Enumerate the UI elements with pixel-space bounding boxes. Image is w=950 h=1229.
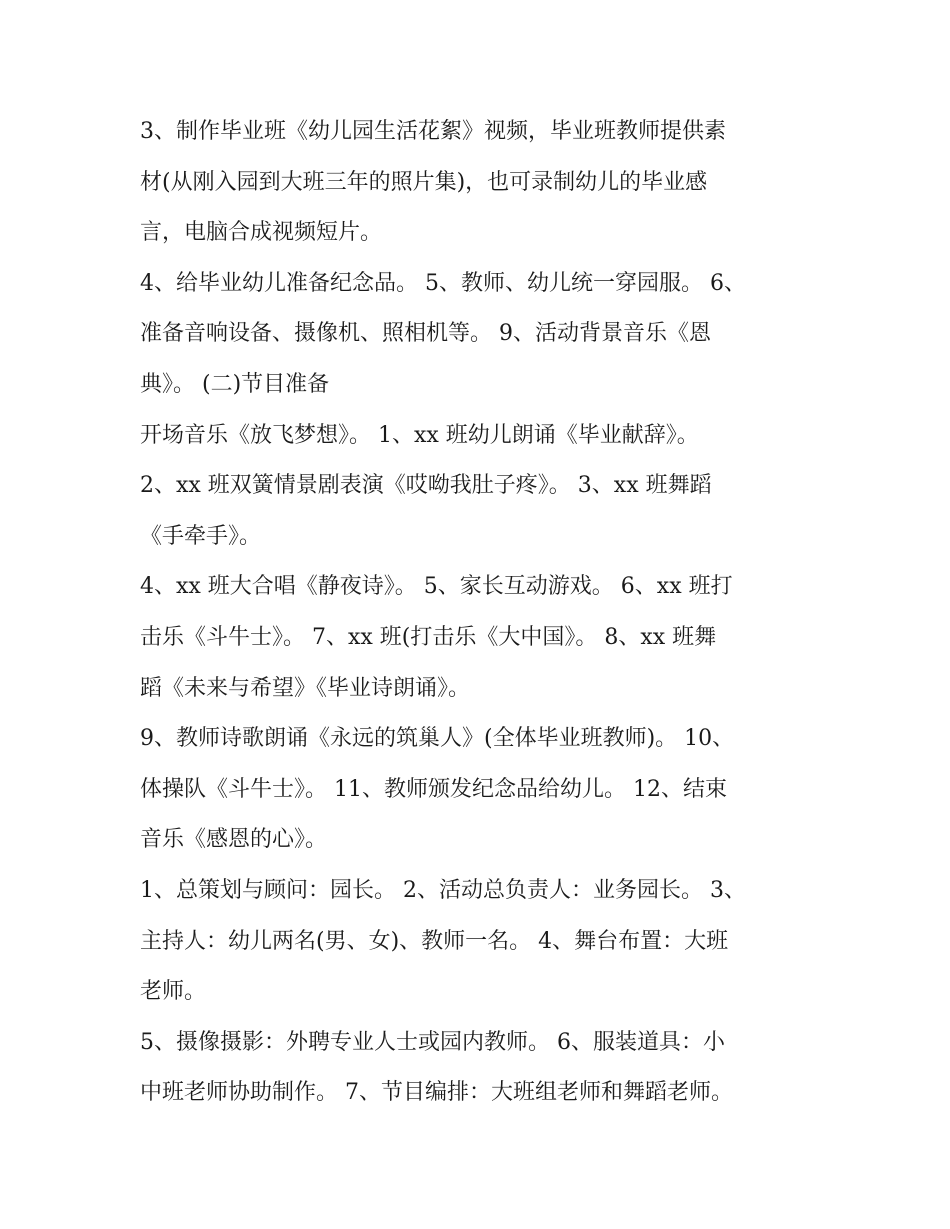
- text-line: 4、给毕业幼儿准备纪念品。 5、教师、幼儿统一穿园服。 6、: [140, 270, 746, 296]
- text-line: 1、总策划与顾问：园长。 2、活动总负责人：业务园长。 3、: [140, 877, 746, 903]
- text-line: 典》。 (二)节目准备: [140, 371, 330, 397]
- text-line: 开场音乐《放飞梦想》。 1、xx 班幼儿朗诵《毕业献辞》。: [140, 422, 699, 448]
- paragraph-opening-music: [140, 411, 812, 462]
- text-line: 中班老师协助制作。 7、节目编排：大班组老师和舞蹈老师。: [140, 1080, 733, 1106]
- paragraph-video-production: [140, 107, 812, 259]
- paragraph-program-4-8: [140, 562, 812, 714]
- document-body: [140, 107, 812, 1119]
- paragraph-program-9-12: [140, 714, 812, 866]
- text-line: 体操队《斗牛士》。 11、教师颁发纪念品给幼儿。 12、结束: [140, 776, 727, 802]
- text-line: 5、摄像摄影：外聘专业人士或园内教师。 6、服装道具：小: [140, 1029, 725, 1055]
- paragraph-staff-5-7: [140, 1018, 812, 1119]
- text-line: 4、xx 班大合唱《静夜诗》。 5、家长互动游戏。 6、xx 班打: [140, 574, 733, 600]
- text-line: 《手牵手》。: [140, 523, 262, 549]
- paragraph-staff-1-4: [140, 866, 812, 1018]
- text-line: 2、xx 班双簧情景剧表演《哎呦我肚子疼》。 3、xx 班舞蹈: [140, 473, 712, 499]
- text-line: 主持人：幼儿两名(男、女)、教师一名。 4、舞台布置：大班: [140, 928, 729, 954]
- text-line: 3、制作毕业班《幼儿园生活花絮》视频，毕业班教师提供素: [140, 119, 726, 144]
- text-line: 准备音响设备、摄像机、照相机等。 9、活动背景音乐《恩: [140, 321, 711, 347]
- text-line: 蹈《未来与希望》《毕业诗朗诵》。: [140, 675, 471, 701]
- paragraph-preparations: [140, 259, 812, 411]
- text-line: 击乐《斗牛士》。 7、xx 班(打击乐《大中国》。 8、xx 班舞: [140, 624, 717, 650]
- text-line: 音乐《感恩的心》。: [140, 827, 328, 853]
- text-line: 言，电脑合成视频短片。: [140, 220, 383, 246]
- text-line: 老师。: [140, 979, 207, 1005]
- text-line: 材(从刚入园到大班三年的照片集)，也可录制幼儿的毕业感: [140, 169, 708, 195]
- paragraph-program-2-3: [140, 461, 812, 562]
- text-line: 9、教师诗歌朗诵《永远的筑巢人》(全体毕业班教师)。 10、: [140, 726, 735, 752]
